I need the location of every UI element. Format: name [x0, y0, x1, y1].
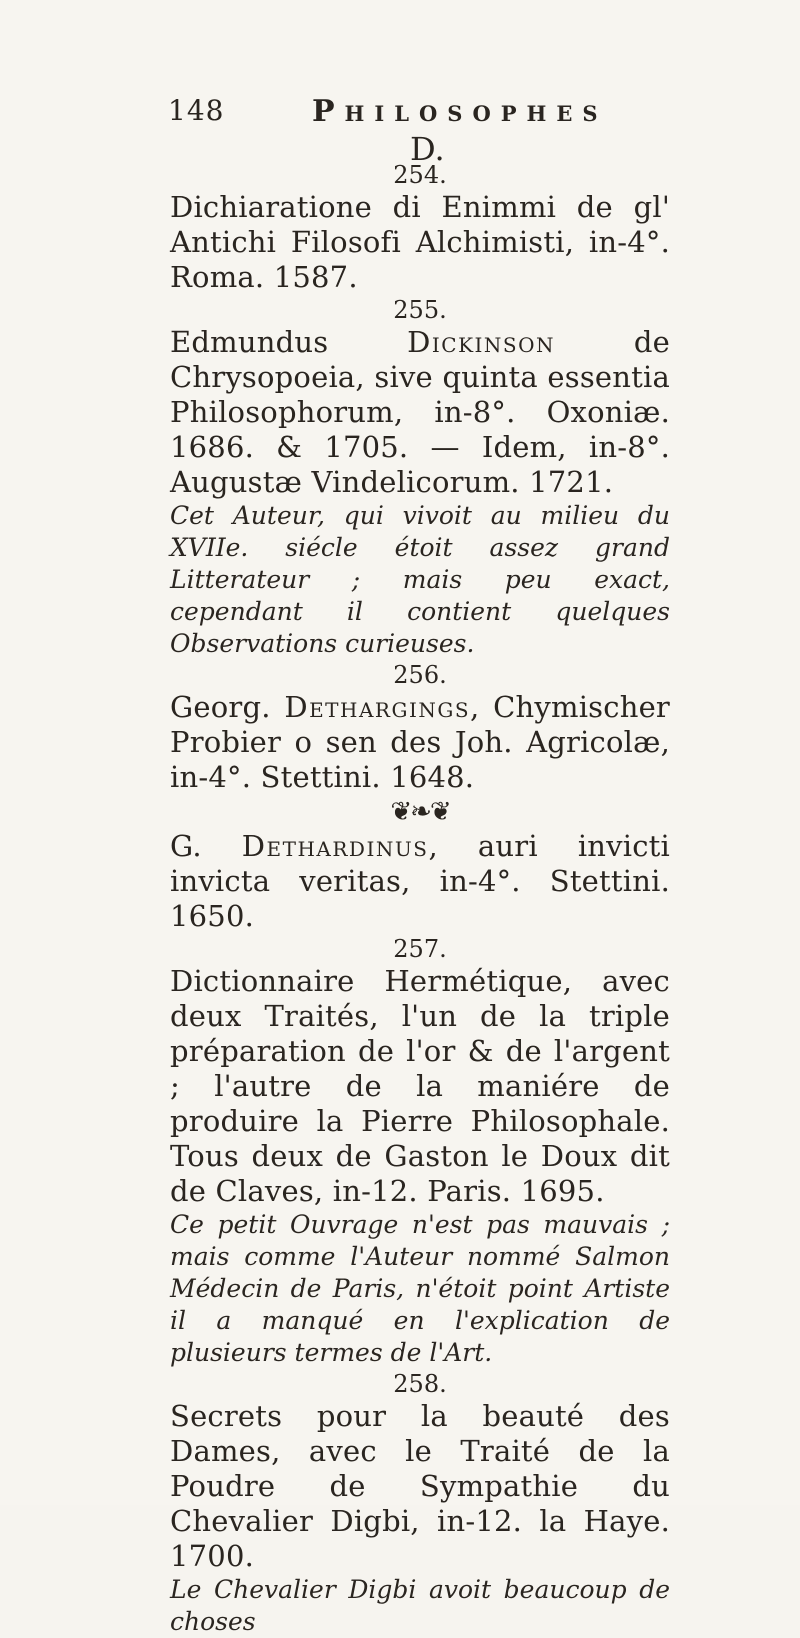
entry-number: 255.: [393, 296, 447, 324]
entry-text: Secrets pour la beauté des Dames, avec le Traité de la Poudre de Sympathie du Chevalier Digbi, in-12. la Haye. 1700.: [170, 1399, 670, 1573]
entry-lead: G.: [170, 829, 242, 863]
catalog-entry: [170, 295, 670, 660]
catalog-entries: [170, 160, 670, 1638]
entry-number: 258.: [393, 1370, 447, 1398]
page-number: 148: [168, 94, 225, 127]
entry-number: 254.: [393, 161, 447, 189]
running-head: Philosophes: [312, 94, 608, 129]
entry-number: 257.: [393, 935, 447, 963]
catalog-entry: [170, 1369, 670, 1638]
entry-lead: Georg.: [170, 690, 285, 724]
entry-author: Dethargings: [284, 690, 471, 724]
entry-note: Cet Auteur, qui vivoit au milieu du XVIIe. siécle étoit assez grand Litterateur ; mais peu exact, cependant il contient quelques Observations curieuses.: [170, 501, 670, 658]
entry-text: [170, 690, 670, 795]
entry-title: , Chymischer Probier o sen des Joh. Agricolæ, in-4°. Stettini. 1648.: [170, 690, 670, 794]
entry-note: Ce petit Ouvrage n'est pas mauvais ; mais comme l'Auteur nommé Salmon Médecin de Paris, n'étoit point Artiste il a manqué en l'explication de plusieurs termes de l'Art.: [170, 1210, 670, 1367]
entry-title: de Chrysopoeia, sive quinta essentia Philosophorum, in-8°. Oxoniæ. 1686. & 1705. — Idem, in-8°. Augustæ Vindelicorum. 1721.: [170, 325, 670, 499]
entry-note: Le Chevalier Digbi avoit beaucoup de choses: [170, 1575, 670, 1636]
section-letter: D.: [410, 130, 445, 168]
catalog-entry: [170, 795, 670, 934]
entry-author: Dethardinus: [241, 829, 429, 863]
entry-title: , auri invicti invicta veritas, in-4°. Stettini. 1650.: [170, 829, 671, 933]
entry-text: [170, 829, 670, 934]
catalog-entry: [170, 160, 670, 295]
entry-lead: Edmundus: [170, 325, 408, 359]
catalog-entry: [170, 934, 670, 1369]
fleuron-ornament: ❦❧❦: [390, 797, 450, 827]
entry-number: 256.: [393, 661, 447, 689]
entry-text: [170, 325, 670, 500]
page-header: [168, 94, 628, 134]
entry-text: Dichiaratione di Enimmi de gl' Antichi Filosofi Alchimisti, in-4°. Roma. 1587.: [170, 190, 670, 294]
catalog-entry: [170, 660, 670, 795]
entry-author: Dickinson: [407, 325, 556, 359]
entry-text: Dictionnaire Hermétique, avec deux Traités, l'un de la triple préparation de l'or & de l'argent ; l'autre de la maniére de produire la Pierre Philosophale. Tous deux de Gaston le Doux dit de Claves, in-12. Paris. 1695.: [170, 964, 670, 1208]
